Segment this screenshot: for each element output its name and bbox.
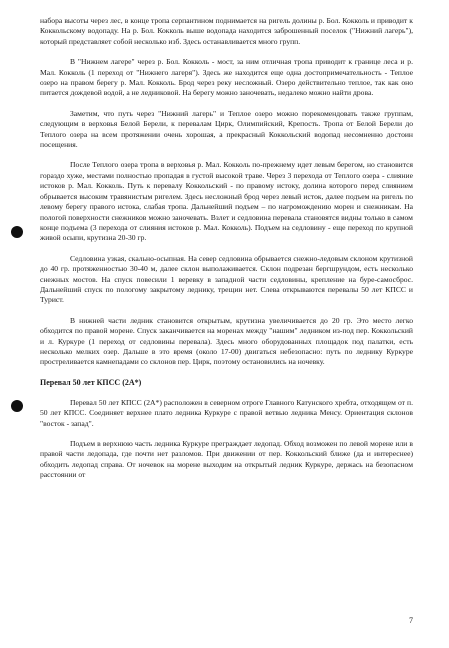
paragraph-2: В "Нижнем лагере" через р. Бол. Кокколь - мост, за ним отличная тропа приводит к границе леса и р. Мал. Кокколь (1 переход от "Нижнего лагеря"). Здесь же находится еще одна достопримечательность - Теплое озеро на правом берегу р. Мал. Кокколь. Брод через реку несложный. Озеро действительно теплое, так как оно питается дождевой водой, а не ледниковой. На берегу можно заночевать, недалеко можно найти дрова. bbox=[40, 57, 413, 98]
paragraph-3: Заметим, что путь через "Нижний лагерь" и Теплое озеро можно порекомендовать также группам, следующим в верховья Белой Берели, к перевалам Цирк, Олимпийский, Крепость. Тропа от Белой Берели до Теплого озера на всем протяжении очень хорошая, а прекрасный Коккольский водопад несомненно достоин посещения. bbox=[40, 108, 413, 150]
page-content bbox=[40, 16, 413, 491]
paragraph-8: Подъем в верхнюю часть ледника Куркуре преграждает ледопад. Обход возможен по левой морене или в правой части ледопада, где почти нет разломов. При движении от пер. Коккольский ближе (да и интереснее) обходить ледопад справа. От ночевок на морене выходим на открытый ледник Куркуре, держась на безопасном расстоянии от bbox=[40, 439, 413, 480]
paragraph-5: Седловина узкая, скально-осыпная. На север седловина обрывается снежно-ледовым склоном крутизной до 40 гр. протяженностью 30-40 м, далее склон выполаживается. Склон подрезан бергшрундом, есть несколько снежных мостов. На спуск повесили 1 веревку в западной части седловины, крепление на буре-самосброс. Дальнейший спуск по пологому закрытому леднику, трещин нет. Слева открываются перевалы 50 лет КПСС и Турист. bbox=[40, 253, 413, 305]
paragraph-1: набора высоты через лес, в конце тропа серпантином поднимается на ригель долины р. Бол. Кокколь и приводит к Коккольскому водопаду. На р. Бол. Кокколь выше водопада находится заброшенный поселок ("Нижний лагерь"), который представляет собой несколько изб. Здесь останавливается много групп. bbox=[40, 16, 413, 46]
paragraph-7: Перевал 50 лет КПСС (2А*) расположен в северном отроге Главного Катунского хребта, отходящем от п. 50 лет КПСС. Соединяет верхнее плато ледника Куркуре с правой ветвью ледника Менсу. Ориентация склонов "восток - запад". bbox=[40, 397, 413, 428]
section-heading: Перевал 50 лет КПСС (2А*) bbox=[40, 377, 142, 387]
binder-hole-bottom bbox=[11, 400, 23, 412]
binder-hole-top bbox=[11, 226, 23, 238]
paragraph-6: В нижней части ледник становится открытым, крутизна увеличивается до 20 гр. Это место легко обходится по правой морене. Спуск заканчивается на моренах между "нашим" ледником из-под пер. Коккольский и л. Куркуре (1 переход от седловины перевала). Здесь много оборудованных площадок под палатки, есть несколько мелких озер. Дальше в это время (около 17-00) двигаться небезопасно: путь по леднику Куркуре простреливается камнепадами со склонов пер. Цирк, поэтому остановились на ночевку. bbox=[40, 315, 413, 367]
page-number: 7 bbox=[409, 616, 413, 625]
paragraph-4: После Теплого озера тропа в верховья р. Мал. Кокколь по-прежнему идет левым берегом, но становится гораздо хуже, местами полностью пропадая в густой высокой траве. Через 3 перехода от Теплого озера - слияние истоков р. Мал. Кокколь. Путь к перевалу Коккольский - по правому истоку, долина которого перед слиянием обрывается высоким травянистым ригелем. Здесь несложный брод через левый исток, далее подъем на ригель по левому берегу правого истока, слабая тропа. Дальнейший подъем – по нагромождению морен и снежникам. На пологой поверхности снежников можно заночевать. Взлет и седловина перевала становятся видны только в самом конце подъема (3 перехода от слияния истоков р. Мал. Кокколь). Подъем на седловину - еще переход по крупной живой осыпи, крутизна 20-30 гр. bbox=[40, 160, 413, 243]
